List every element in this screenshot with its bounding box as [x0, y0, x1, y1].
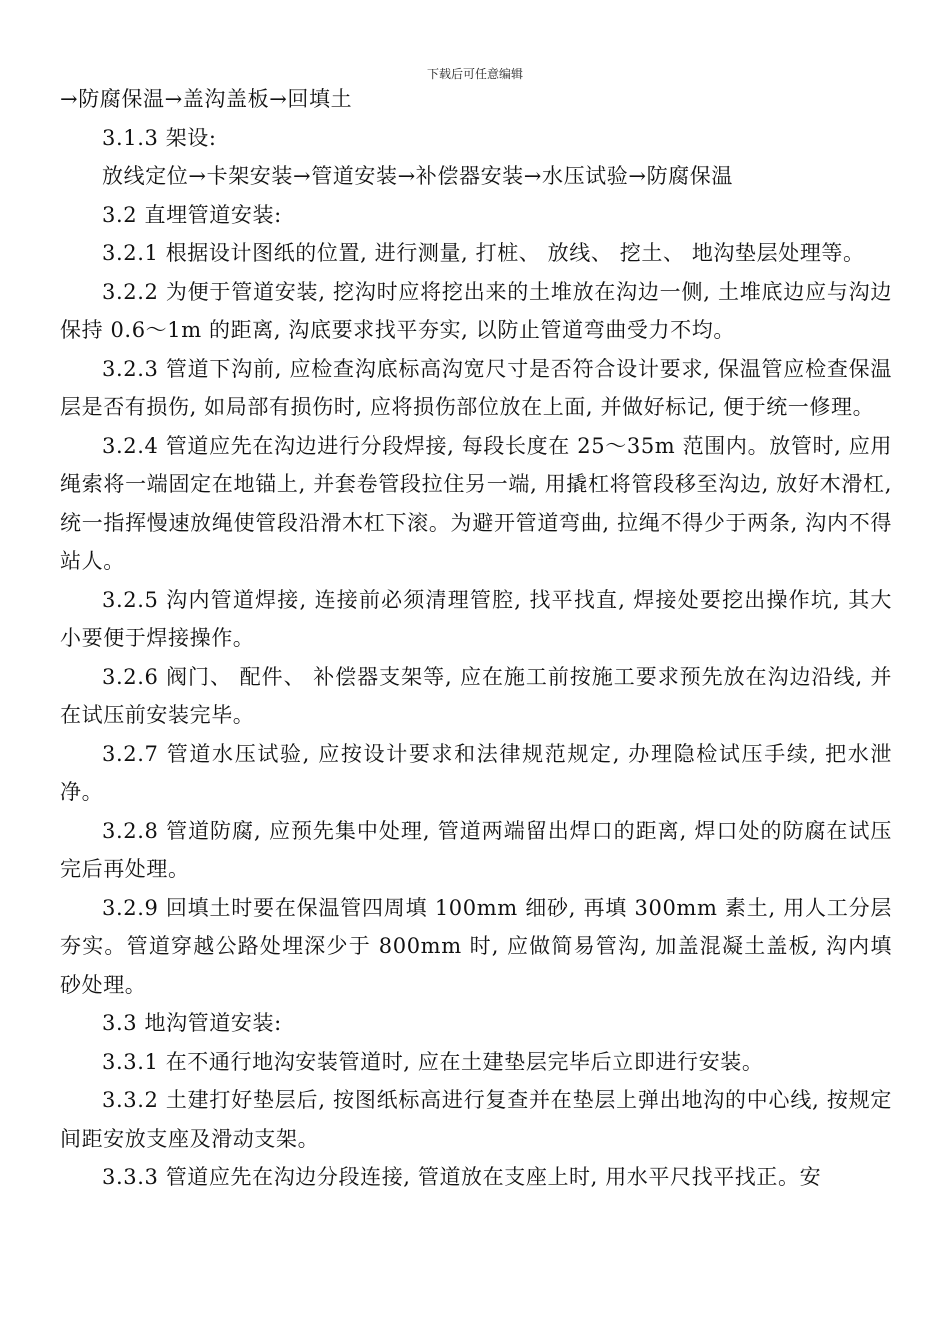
heading-3-2: 3.2 直埋管道安装:: [102, 202, 282, 227]
header-note: 下载后可任意编辑: [426, 67, 523, 81]
paragraph-3-3-2: 3.3.2 土建打好垫层后, 按图纸标高进行复查并在垫层上弹出地沟的中心线, 按规定间距安放支座及滑动支架。: [60, 1088, 892, 1151]
paragraph-3-2-5: 3.2.5 沟内管道焊接, 连接前必须清理管腔, 找平找直, 焊接处要挖出操作坑, 其大小要便于焊接操作。: [60, 587, 892, 650]
paragraph-3-3-1: 3.3.1 在不通行地沟安装管道时, 应在土建垫层完毕后立即进行安装。: [102, 1049, 764, 1074]
paragraph-3-2-6: 3.2.6 阀门、 配件、 补偿器支架等, 应在施工前按施工要求预先放在沟边沿线, 并在试压前安装完毕。: [60, 664, 892, 727]
paragraph-3-2-8: 3.2.8 管道防腐, 应预先集中处理, 管道两端留出焊口的距离, 焊口处的防腐在试压完后再处理。: [60, 818, 892, 881]
paragraph-3-2-4: 3.2.4 管道应先在沟边进行分段焊接, 每段长度在 25～35m 范围内。放管时, 应用绳索将一端固定在地锚上, 并套卷管段拉住另一端, 用撬杠将管段移至沟边, 放好木滑杠, 统一指挥慢速放绳使管段沿滑木杠下滚。为避开管道弯曲, 拉绳不得少于两条, 沟内不得站人。: [60, 433, 892, 573]
paragraph-3-2-9: 3.2.9 回填土时要在保温管四周填 100mm 细砂, 再填 300mm 素土, 用人工分层夯实。管道穿越公路处埋深少于 800mm 时, 应做简易管沟, 加盖混凝土盖板, 沟内填砂处理。: [60, 895, 892, 997]
paragraph-3-3-3: 3.3.3 管道应先在沟边分段连接, 管道放在支座上时, 用水平尺找平找正。安: [102, 1165, 822, 1189]
paragraph-process-flow: 放线定位→卡架安装→管道安装→补偿器安装→水压试验→防腐保温: [102, 164, 733, 188]
heading-3-3: 3.3 地沟管道安装:: [102, 1011, 282, 1035]
paragraph-3-2-7: 3.2.7 管道水压试验, 应按设计要求和法律规范规定, 办理隐检试压手续, 把水泄净。: [60, 741, 892, 804]
paragraph-3-2-1: 3.2.1 根据设计图纸的位置, 进行测量, 打桩、 放线、 挖土、 地沟垫层处理等。: [102, 241, 865, 265]
document-body: [60, 80, 892, 1197]
paragraph-3-2-2: 3.2.2 为便于管道安装, 挖沟时应将挖出来的土堆放在沟边一侧, 土堆底边应与沟边保持 0.6～1m 的距离, 沟底要求找平夯实, 以防止管道弯曲受力不均。: [60, 279, 892, 342]
paragraph-continuation: →防腐保温→盖沟盖板→回填土: [60, 87, 353, 111]
heading-3-1-3: 3.1.3 架设:: [102, 125, 217, 150]
paragraph-3-2-3: 3.2.3 管道下沟前, 应检查沟底标高沟宽尺寸是否符合设计要求, 保温管应检查保温层是否有损伤, 如局部有损伤时, 应将损伤部位放在上面, 并做好标记, 便于统一修理。: [60, 356, 892, 419]
